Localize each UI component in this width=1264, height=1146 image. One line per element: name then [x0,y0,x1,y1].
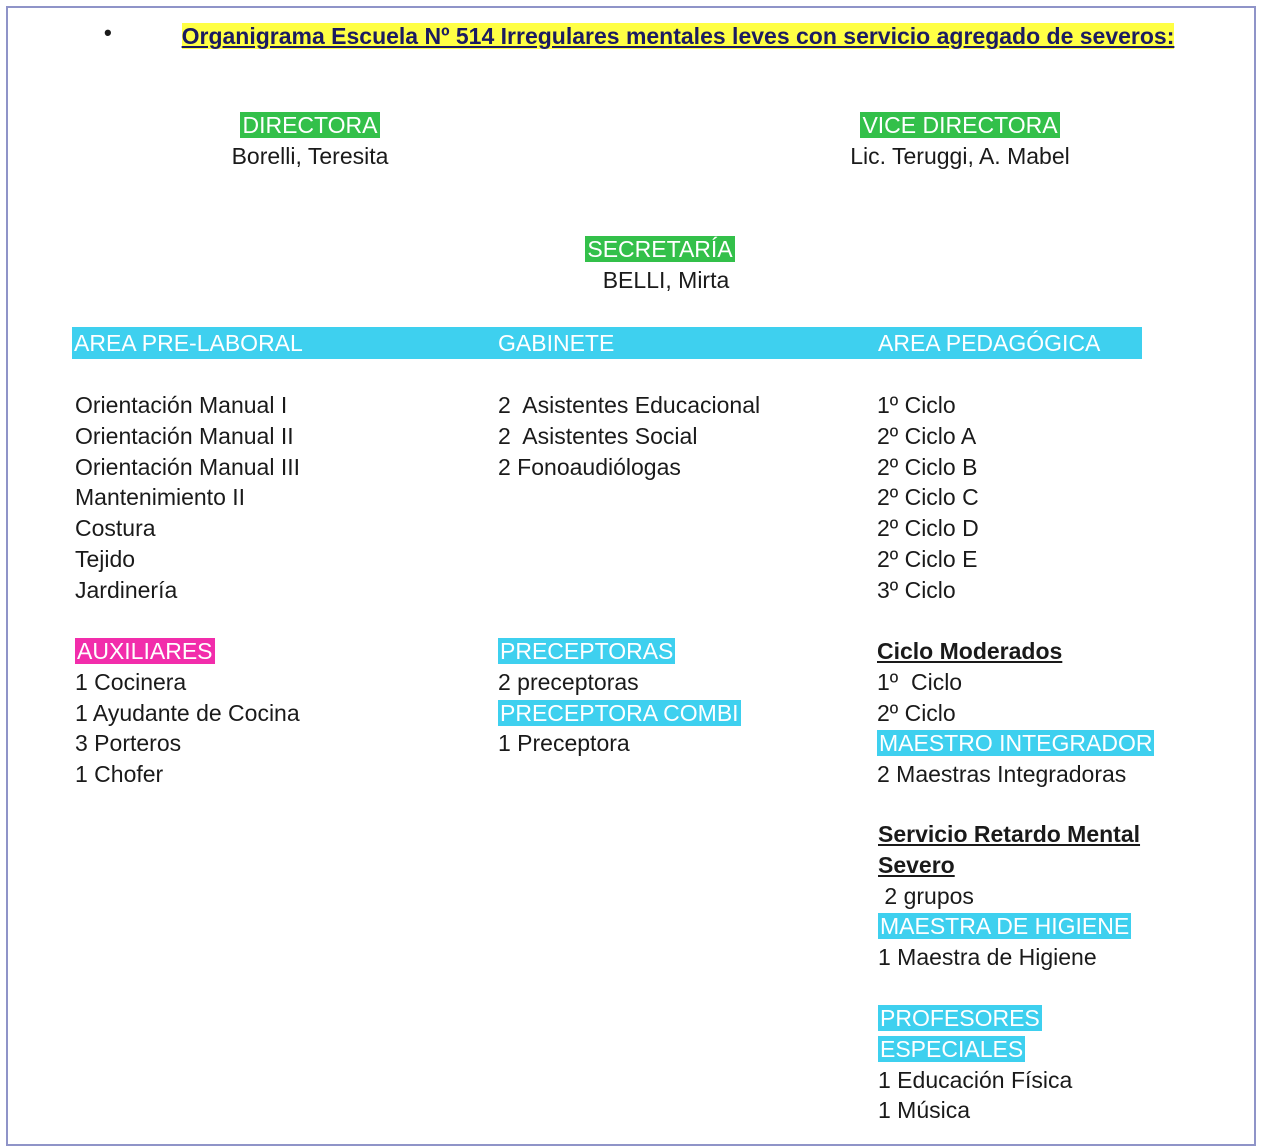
list-item: 1 Ayudante de Cocina [75,699,300,726]
secretaria-block [540,234,780,296]
area-prelaboral-label: AREA PRE-LABORAL [74,330,303,356]
severo-title-line1: Servicio Retardo Mental [878,821,1141,847]
list-item: 2º Ciclo A [877,422,977,449]
list-item: 1 Preceptora [498,730,630,757]
list-item: Jardinería [75,576,178,603]
pedagogica-list [877,390,979,606]
vicedirectora-block [810,110,1110,172]
secretaria-label: SECRETARÍA [587,236,733,262]
severo-block [878,819,1140,973]
area-pedagogica-label: AREA PEDAGÓGICA [878,330,1101,356]
list-item: 1 Cocinera [75,668,187,695]
maestro-integrador-label: MAESTRO INTEGRADOR [879,730,1153,757]
area-gabinete-label: GABINETE [498,330,615,356]
list-item: 2º Ciclo C [877,484,979,511]
list-item: Costura [75,515,156,542]
page-title-text: Organigrama Escuela Nº 514 Irregulares mentales leves con servicio agregado de severos: [181,23,1175,49]
list-item: Orientación Manual II [75,422,294,449]
list-item: 1º Ciclo [877,668,963,695]
prelaboral-list [75,390,300,606]
directora-name: Borelli, Teresita [231,143,389,169]
preceptoras-block [498,636,741,759]
profesores-label-line2: ESPECIALES [880,1035,1024,1062]
list-item: 1 Música [878,1097,971,1124]
directora-label: DIRECTORA [242,112,378,138]
preceptoras-label: PRECEPTORAS [500,638,674,664]
directora-block [190,110,430,172]
list-item: 2º Ciclo B [877,453,978,480]
list-item: 2 Asistentes Social [498,422,698,449]
maestra-higiene-label: MAESTRA DE HIGIENE [880,913,1130,940]
list-item: 3 Porteros [75,730,182,757]
list-item: 2 grupos [878,882,974,909]
gabinete-list [498,390,760,482]
vicedirectora-name: Lic. Teruggi, A. Mabel [850,143,1070,169]
title-bullet: • [104,20,112,45]
secretaria-name: BELLI, Mirta [602,267,730,293]
list-item: 1 Educación Física [878,1066,1073,1093]
list-item: 2º Ciclo D [877,515,979,542]
moderados-block [877,636,1154,790]
list-item: 2 Maestras Integradoras [877,761,1127,788]
list-item: 2 Asistentes Educacional [498,392,761,418]
preceptora-combi-label: PRECEPTORA COMBI [500,699,739,726]
list-item: Tejido [75,545,136,572]
auxiliares-block [75,636,300,790]
list-item: 3º Ciclo [877,576,956,603]
severo-title-line2: Severo [878,851,955,878]
list-item: 1º Ciclo [877,392,956,418]
profesores-block [878,1003,1072,1126]
list-item: Mantenimiento II [75,484,246,511]
list-item: 2º Ciclo E [877,545,978,572]
page-title [148,20,1208,52]
vicedirectora-label: VICE DIRECTORA [862,112,1058,138]
auxiliares-label: AUXILIARES [77,638,213,664]
list-item: Orientación Manual III [75,453,301,480]
list-item: 2º Ciclo [877,699,956,726]
list-item: Orientación Manual I [75,392,288,418]
profesores-label-line1: PROFESORES [880,1005,1040,1031]
list-item: 2 preceptoras [498,668,639,695]
list-item: 1 Chofer [75,761,164,788]
moderados-title: Ciclo Moderados [877,638,1063,664]
list-item: 2 Fonoaudiólogas [498,453,681,480]
list-item: 1 Maestra de Higiene [878,944,1097,971]
